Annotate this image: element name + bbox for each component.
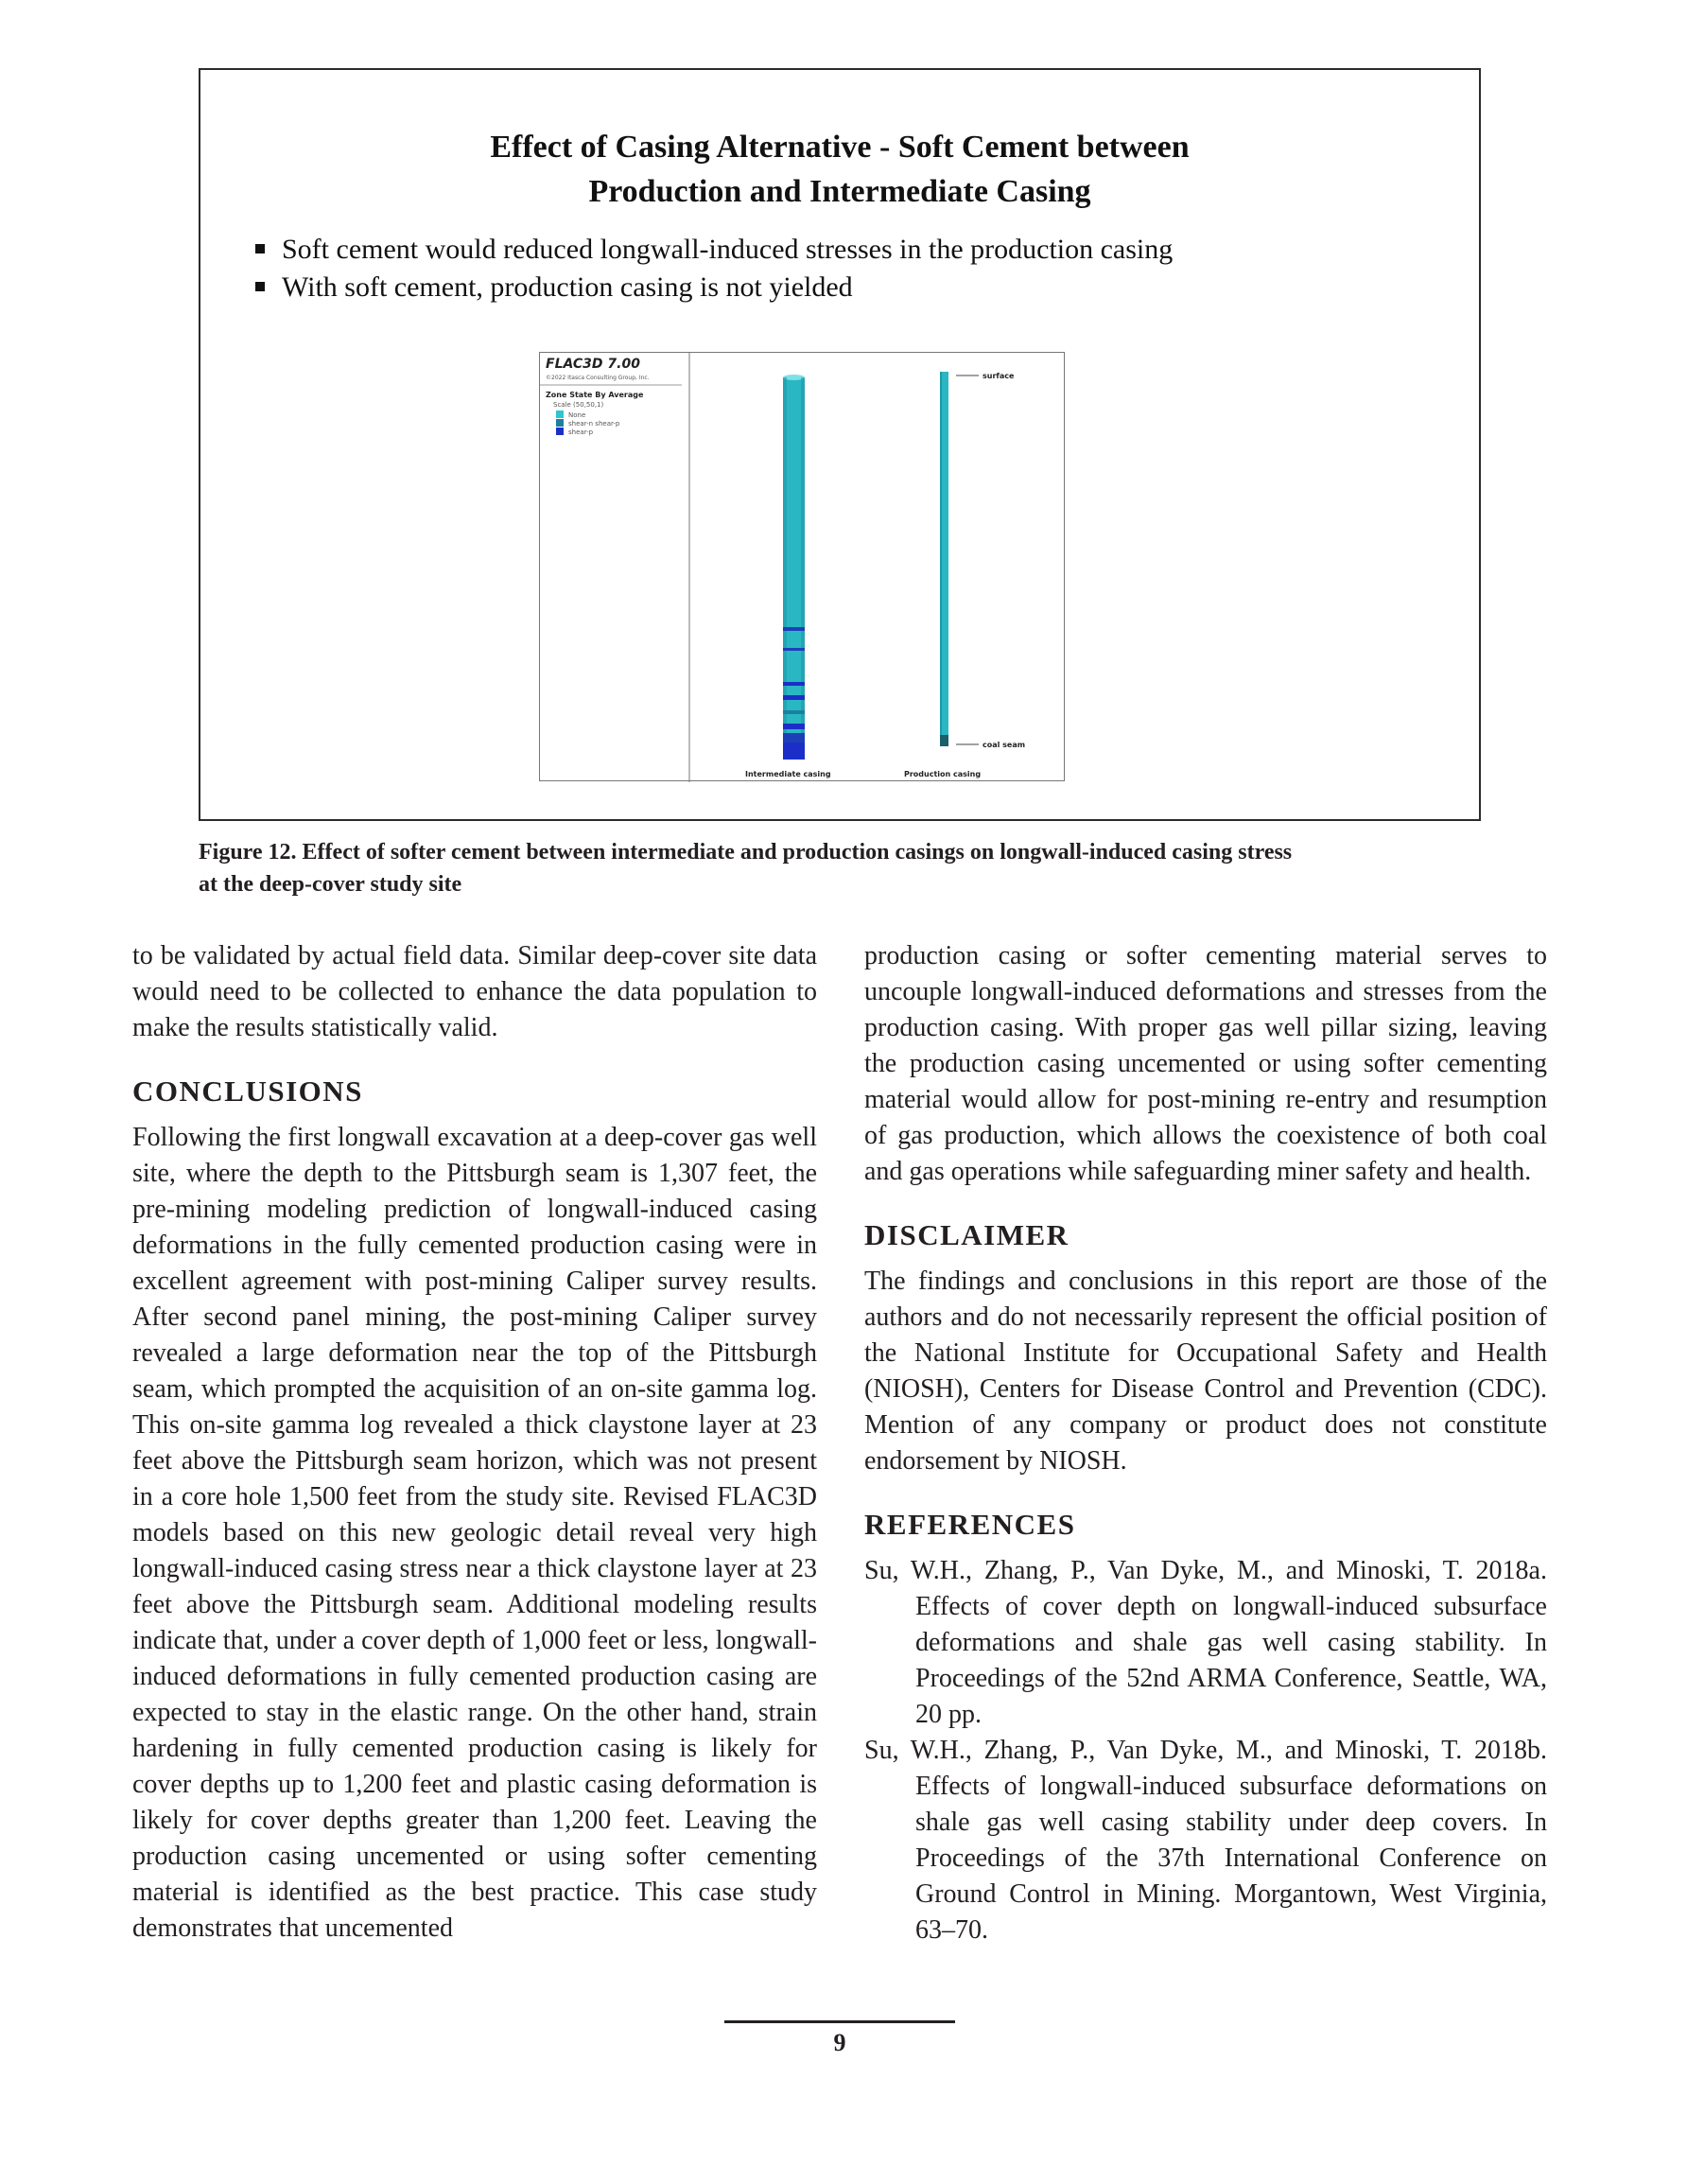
conclusions-heading: CONCLUSIONS [132,1075,363,1108]
reference-item: Su, W.H., Zhang, P., Van Dyke, M., and Minoski, T. 2018a. Effects of cover depth on longwall-induced subsurface deformations and shale gas well casing stability. In Proceedings of the 52nd ARMA Conference, Seattle, WA, 20 pp. [864,1556,1547,1729]
continuation-paragraph: production casing or softer cementing material serves to uncouple longwall-induced deformations and stresses from the production casing. With proper gas well pillar sizing, leaving the production casing uncemented or using softer cementing material would allow for post-mining re-entry and resumption of gas production, which allows the coexistence of both coal and gas operations while safeguarding miner safety and health. [864,941,1547,1186]
slide-title-line-1: Effect of Casing Alternative - Soft Cement between [490,130,1190,165]
flac-legend-title: Zone State By Average [546,391,644,399]
legend-label-shear-n-shear-p: shear-n shear-p [568,420,620,428]
reference-item: Su, W.H., Zhang, P., Van Dyke, M., and Minoski, T. 2018b. Effects of longwall-induced subsurface deformations on shale gas well casing stability under deep covers. In Proceedings of the 37th International Conference on Ground Control in Mining. Morgantown, West Virginia, 63–70. [864,1736,1547,1945]
left-column [132,938,817,1947]
conclusions-paragraph: Following the first longwall excavation at a deep-cover gas well site, where the depth to the Pittsburgh seam is 1,307 feet, the pre-mining modeling prediction of longwall-induced casing deformations in the fully cemented production casing were in excellent agreement with post-mining Caliper survey results. After second panel mining, the post-mining Caliper survey revealed a large deformation near the top of the Pittsburgh seam, which prompted the acquisition of an on-site gamma log. This on-site gamma log revealed a thick claystone layer at 23 feet above the Pittsburgh seam horizon, which was not present in a core hole 1,500 feet from the study site. Revised FLAC3D models based on this new geologic detail reveal very high longwall-induced casing stress near a thick claystone layer at 23 feet above the Pittsburgh seam. Additional modeling results indicate that, under a cover depth of 1,000 feet or less, longwall-induced deformations in fully cemented production casing are expected to stay in the elastic range. On the other hand, strain hardening in fully cemented production casing is likely for cover depths up to 1,200 feet and plastic casing deformation is likely for cover depths greater than 1,200 feet. Leaving the production casing uncemented or using softer cementing material is identified as the best practice. This case study demonstrates that uncemented [132,1123,817,1943]
legend-swatch-none [556,411,564,418]
surface-label: surface [983,372,1015,380]
slide-bullet-text: Soft cement would reduced longwall-induced stresses in the production casing [282,234,1174,265]
flac-legend-scale: Scale (50,50,1) [553,401,604,409]
flac-copyright-label: ©2022 Itasca Consulting Group, Inc. [546,375,650,381]
disclaimer-paragraph: The findings and conclusions in this report are those of the authors and do not necessarily represent the official position of the National Institute for Occupational Safety and Health (NIOSH), Centers for Disease Control and Prevention (CDC). Mention of any company or product does not constitute endorsement by NIOSH. [864,1267,1547,1476]
slide-title-line-2: Production and Intermediate Casing [588,174,1091,209]
square-bullet-icon [255,282,265,291]
disclaimer-heading: DISCLAIMER [864,1218,1070,1251]
figure-12-slide [199,68,1481,821]
slide-title [200,125,1479,214]
right-column [864,938,1547,1948]
intermediate-casing-model [783,375,805,760]
figure-caption-line-1: Figure 12. Effect of softer cement between intermediate and production casings on longwall-induced casing stress [199,840,1293,865]
legend-swatch-shear-p [556,428,564,435]
coal-seam-label: coal seam [983,741,1026,749]
production-casing-label: Production casing [904,770,982,778]
slide-bullet-text: With soft cement, production casing is not yielded [282,271,853,303]
production-casing-model [940,372,948,746]
figure-caption [199,836,1504,900]
flac3d-plot [540,353,1066,782]
slide-bullet [253,231,1173,269]
flac-software-label: FLAC3D 7.00 [546,357,640,372]
legend-swatch-shear-n-shear-p [556,419,564,427]
slide-bullet-list [253,231,1173,306]
figure-caption-line-2: at the deep-cover study site [199,872,462,897]
legend-label-none: None [568,411,586,419]
intro-paragraph: to be validated by actual field data. Similar deep-cover site data would need to be collected to enhance the data population to make the results statistically valid. [132,941,817,1042]
square-bullet-icon [255,244,265,253]
flac3d-model-image [539,352,1065,781]
references-heading: REFERENCES [864,1508,1076,1541]
footer-rule [724,2020,955,2023]
page-number: 9 [833,2029,846,2056]
intermediate-casing-label: Intermediate casing [745,770,831,778]
legend-label-shear-p: shear-p [568,428,594,436]
slide-bullet [253,269,1173,306]
